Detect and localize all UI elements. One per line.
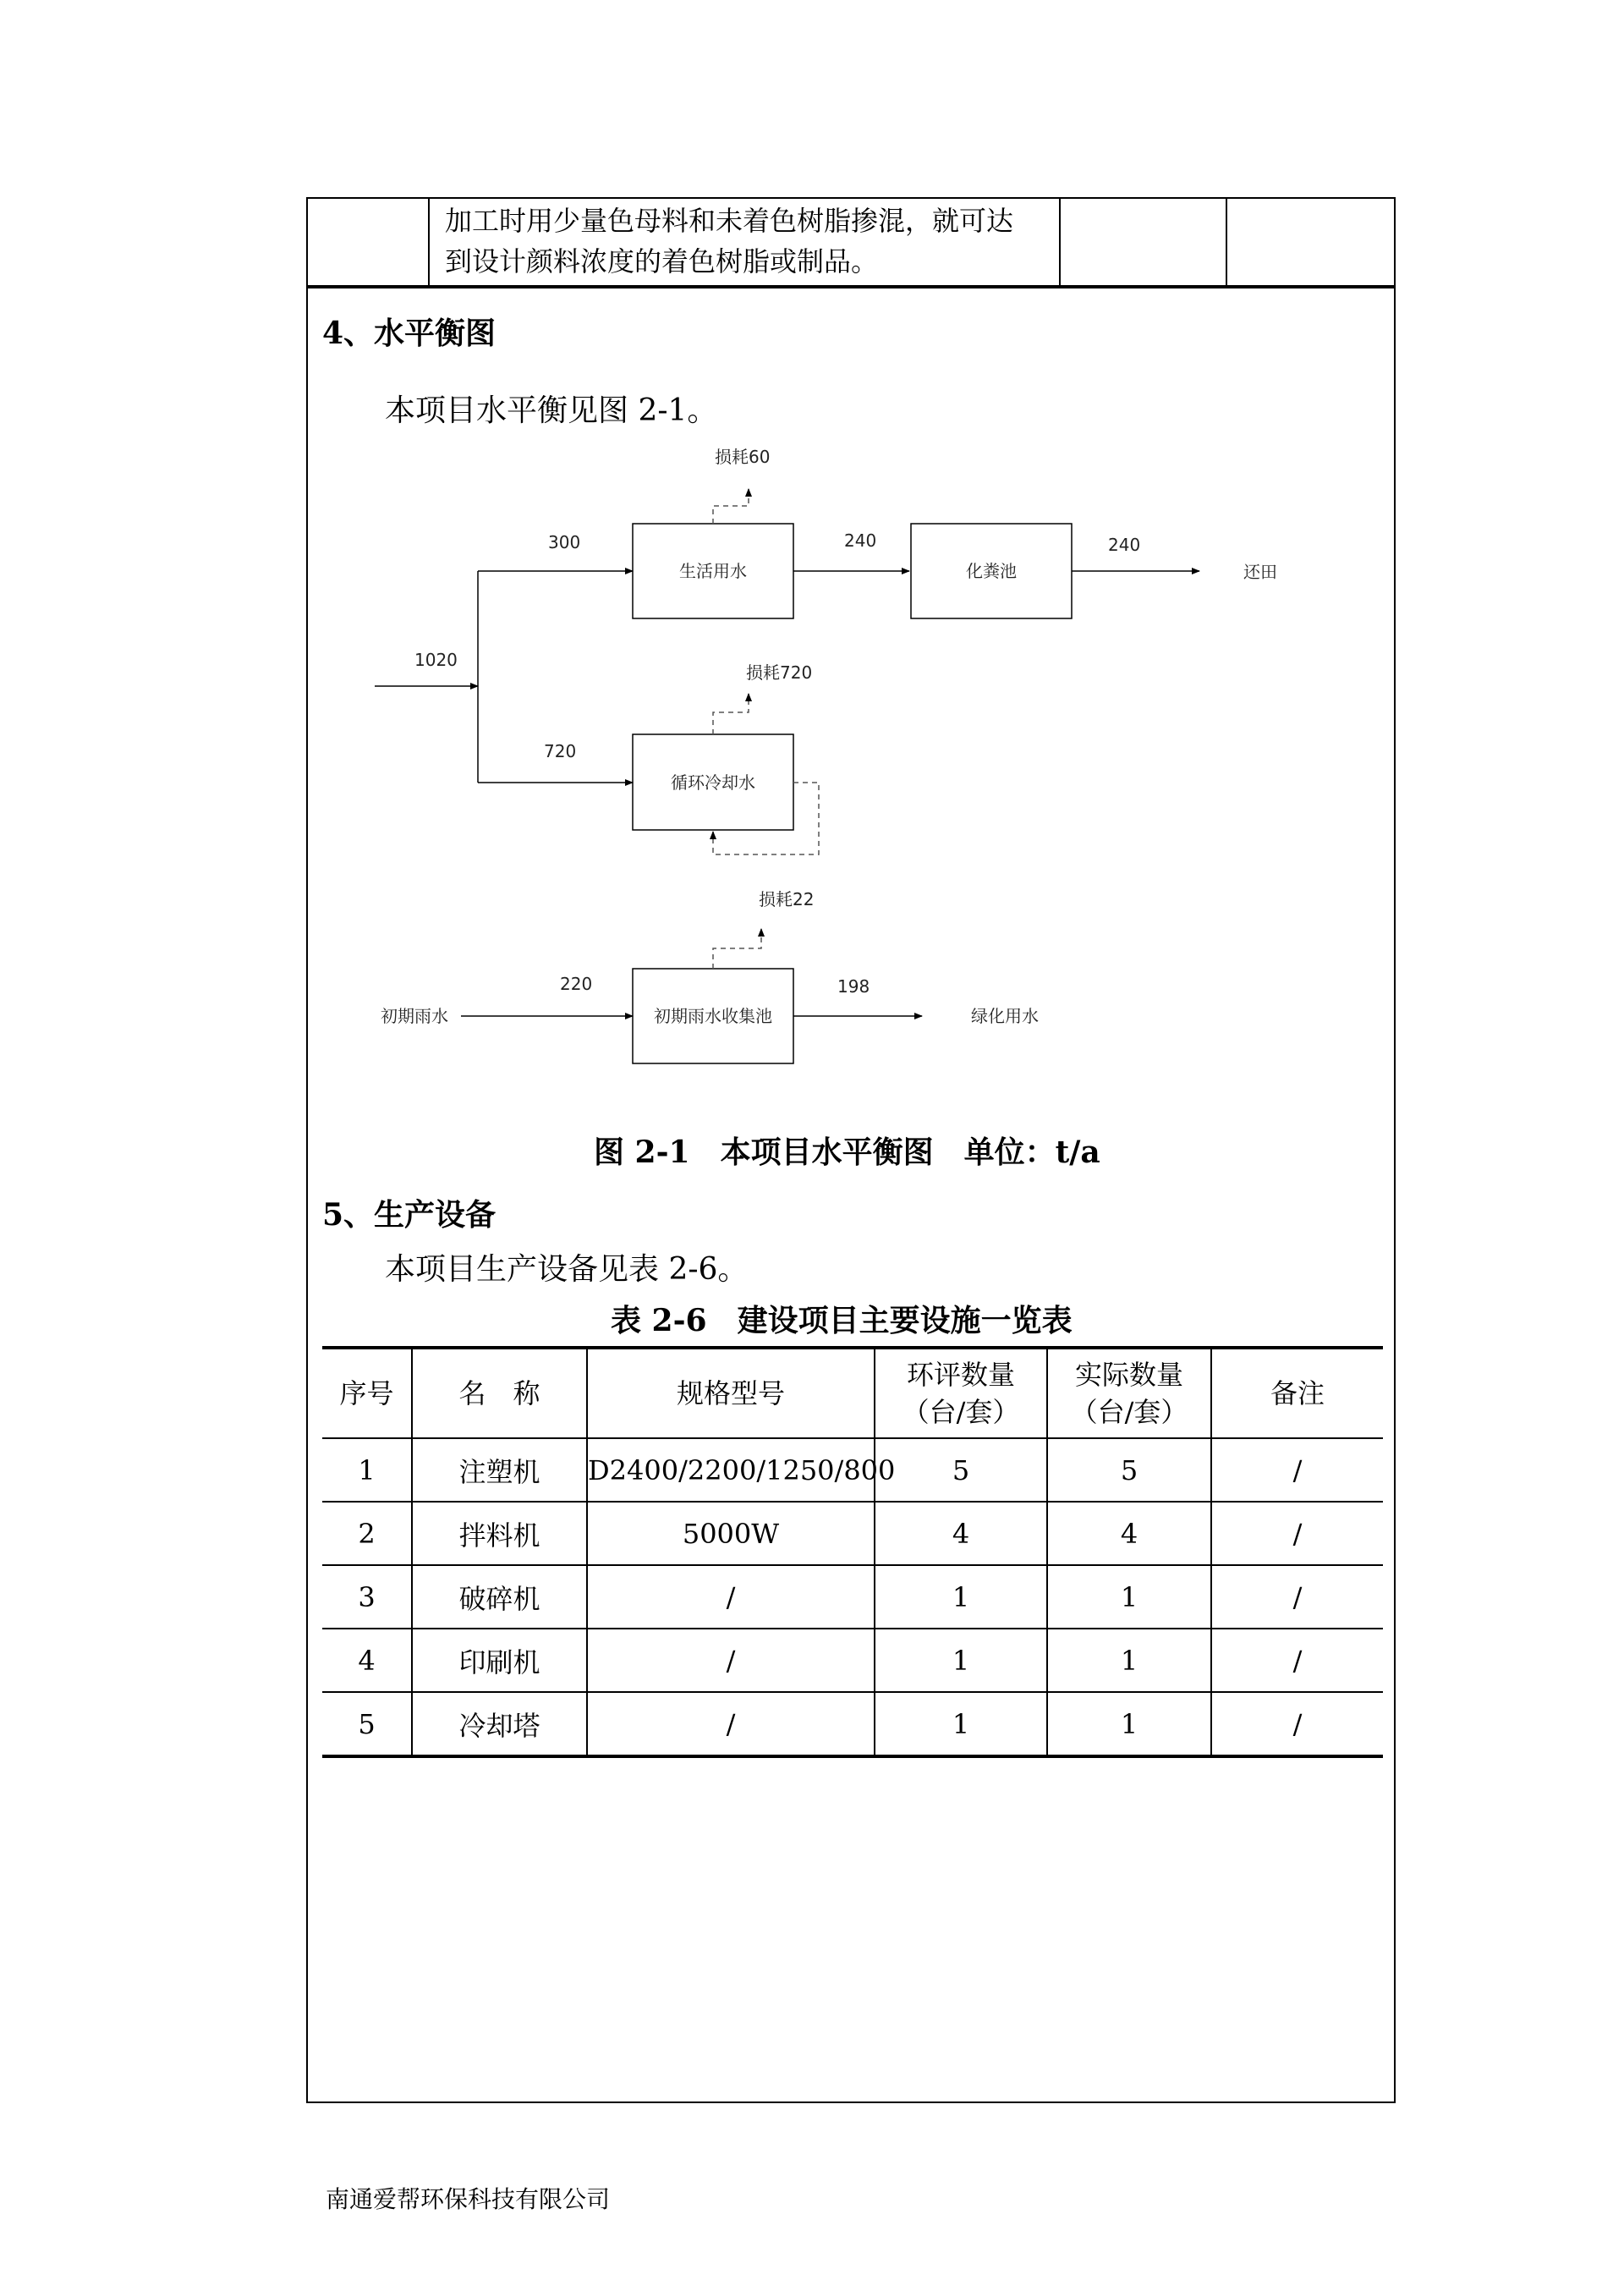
label-septic-out: 240: [1108, 535, 1141, 555]
header-remark: 备注: [1211, 1348, 1383, 1438]
cell-name: 注塑机: [412, 1438, 587, 1502]
cell-no: 4: [322, 1629, 412, 1692]
loss-line-rain: [713, 929, 761, 969]
cell-eia: 1: [875, 1692, 1047, 1756]
cell-eia: 1: [875, 1565, 1047, 1629]
section4-heading: 4、水平衡图: [322, 316, 497, 351]
table-row: [322, 1438, 1383, 1502]
cell-actual: 1: [1047, 1692, 1211, 1756]
header-actual-qty-line2: （台/套）: [1070, 1396, 1188, 1428]
cell-no: 3: [322, 1565, 412, 1629]
header-name: 名 称: [412, 1348, 587, 1438]
label-field-return: 还田: [1243, 562, 1277, 582]
node-label-domestic: 生活用水: [679, 561, 747, 581]
cell-spec: /: [587, 1629, 875, 1692]
cell-spec: D2400/2200/1250/800: [587, 1438, 875, 1502]
node-label-septic: 化粪池: [966, 561, 1017, 581]
node-label-cooling: 循环冷却水: [671, 772, 755, 793]
table-row: [322, 1629, 1383, 1692]
cell-name: 拌料机: [412, 1502, 587, 1565]
footer-company: 南通爱帮环保科技有限公司: [326, 2185, 611, 2213]
label-loss-rain: 损耗22: [759, 889, 815, 909]
table-row: [322, 1692, 1383, 1756]
cell-name: 印刷机: [412, 1629, 587, 1692]
diagram-caption: 图 2-1 本项目水平衡图 单位：t/a: [594, 1135, 1100, 1170]
cell-remark: /: [1211, 1565, 1383, 1629]
equipment-table: [322, 1346, 1383, 1758]
section5-heading: 5、生产设备: [322, 1197, 497, 1233]
header-no: 序号: [322, 1348, 412, 1438]
cell-remark: /: [1211, 1438, 1383, 1502]
table-row: [322, 1565, 1383, 1629]
loss-line-cooling: [713, 694, 749, 734]
cell-remark: /: [1211, 1502, 1383, 1565]
cell-no: 5: [322, 1692, 412, 1756]
label-rain-out: 198: [837, 976, 870, 997]
label-input-total: 1020: [414, 650, 458, 670]
cell-eia: 4: [875, 1502, 1047, 1565]
label-greening: 绿化用水: [971, 1006, 1039, 1026]
section5-paragraph: 本项目生产设备见表 2-6。: [385, 1252, 749, 1287]
table-title: 表 2-6 建设项目主要设施一览表: [611, 1303, 1073, 1338]
header-eia-qty: [875, 1348, 1047, 1438]
cell-name: 冷却塔: [412, 1692, 587, 1756]
cell-remark: /: [1211, 1629, 1383, 1692]
node-label-rain-pool: 初期雨水收集池: [654, 1006, 772, 1026]
cell-actual: 1: [1047, 1629, 1211, 1692]
cell-spec: /: [587, 1565, 875, 1629]
header-actual-qty-line1: 实际数量: [1074, 1359, 1183, 1391]
cell-spec: 5000W: [587, 1502, 875, 1565]
water-balance-diagram: [0, 0, 1624, 1134]
recycle-loop: [713, 783, 819, 854]
label-to-septic: 240: [844, 530, 877, 551]
cell-eia: 1: [875, 1629, 1047, 1692]
label-loss-cooling: 损耗720: [746, 662, 813, 683]
header-eia-qty-line2: （台/套）: [902, 1396, 1020, 1428]
cell-no: 1: [322, 1438, 412, 1502]
label-initial-rain: 初期雨水: [381, 1006, 448, 1026]
cell-eia: 5: [875, 1438, 1047, 1502]
loss-line-domestic: [713, 489, 749, 524]
cell-no: 2: [322, 1502, 412, 1565]
header-actual-qty: [1047, 1348, 1211, 1438]
top-table-text-line1: 加工时用少量色母料和未着色树脂掺混，就可达: [445, 205, 1014, 237]
cell-name: 破碎机: [412, 1565, 587, 1629]
header-eia-qty-line1: 环评数量: [906, 1359, 1015, 1391]
label-to-cooling: 720: [544, 741, 577, 761]
section4-paragraph: 本项目水平衡见图 2-1。: [385, 393, 718, 428]
top-table-text-line2: 到设计颜料浓度的着色树脂或制品。: [445, 245, 879, 277]
cell-remark: /: [1211, 1692, 1383, 1756]
header-spec: 规格型号: [587, 1348, 875, 1438]
cell-actual: 1: [1047, 1565, 1211, 1629]
label-loss-domestic: 损耗60: [715, 447, 771, 467]
label-to-domestic: 300: [548, 532, 581, 552]
cell-actual: 5: [1047, 1438, 1211, 1502]
cell-actual: 4: [1047, 1502, 1211, 1565]
table-row: [322, 1502, 1383, 1565]
cell-spec: /: [587, 1692, 875, 1756]
label-rain-in: 220: [560, 974, 593, 994]
table-header-row: [322, 1348, 1383, 1438]
